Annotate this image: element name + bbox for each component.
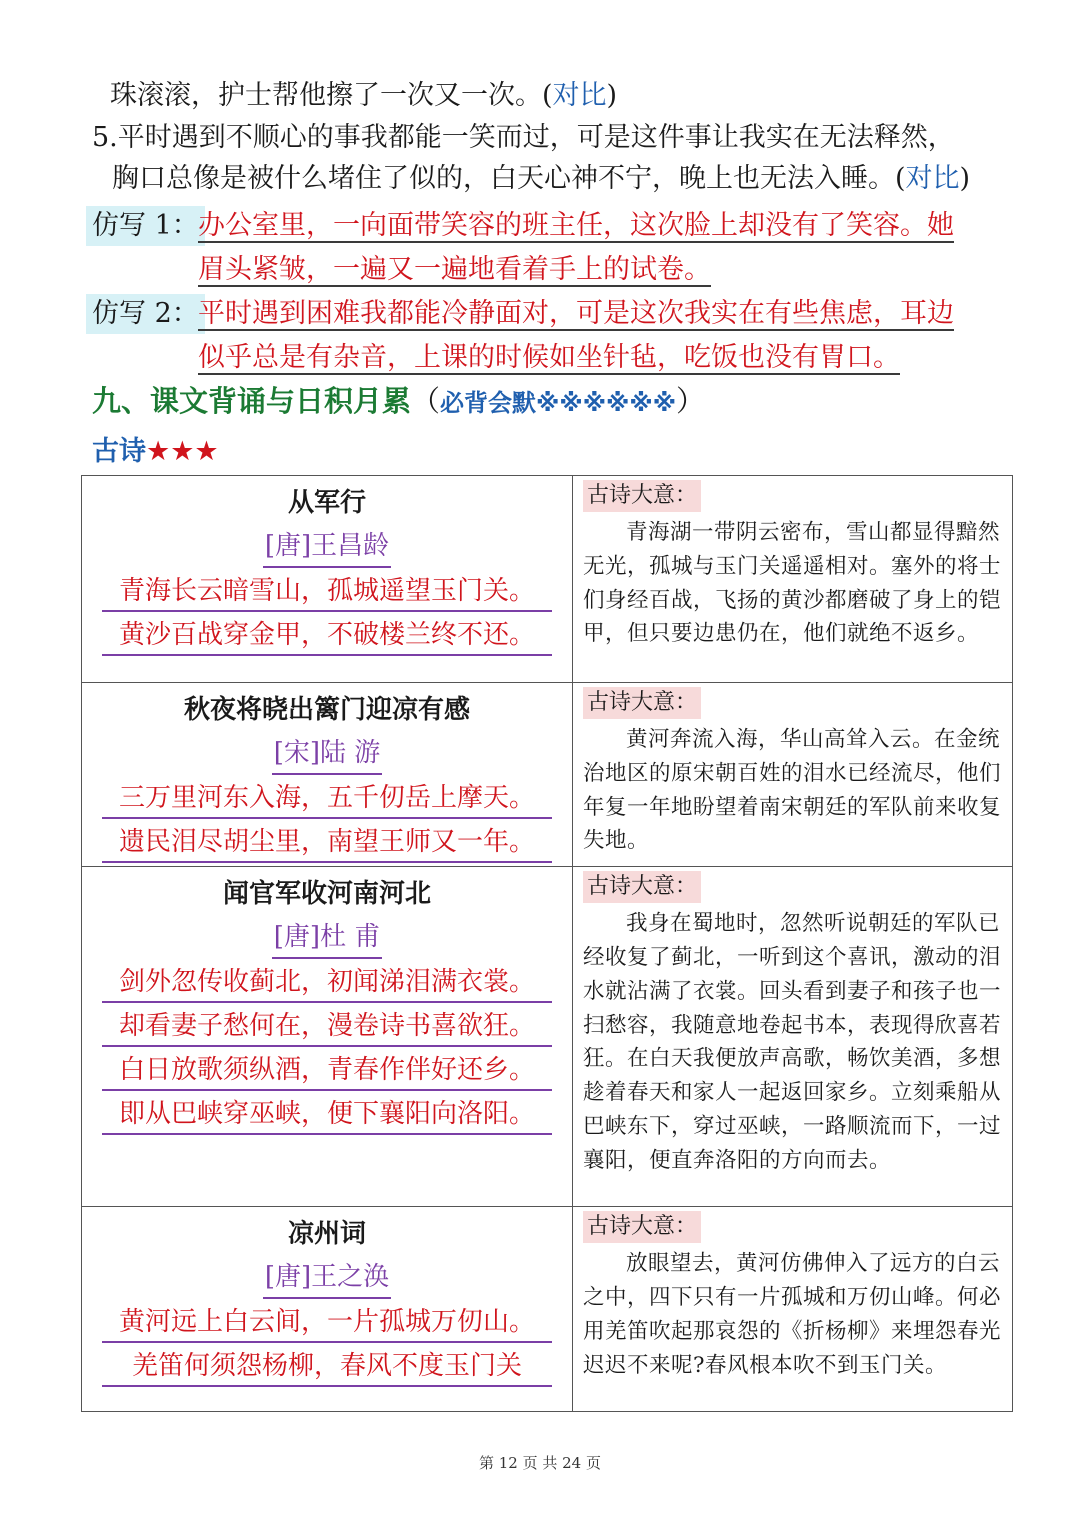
poem-cell (82, 476, 573, 683)
poem-row (82, 867, 1013, 1207)
poem-line: 即从巴峡穿巫峡，便下襄阳向洛阳。 (102, 1095, 552, 1135)
poem-author: [唐]王昌龄 (263, 526, 391, 568)
poem-author: [唐]杜 甫 (272, 917, 383, 959)
poem-line: 剑外忽传收蓟北，初闻涕泪满衣裳。 (102, 963, 552, 1003)
meaning-text: 青海湖一带阴云密布，雪山都显得黯然无光，孤城与玉门关遥遥相对。塞外的将士们身经百战，飞扬的黄沙都磨破了身上的铠甲，但只要边患仍在，他们就绝不返乡。 (583, 520, 1002, 647)
meaning-text: 放眼望去，黄河仿佛伸入了远方的白云之中，四下只有一片孤城和万仞山峰。何必用羌笛吹起那哀怨的《折杨柳》来埋怨春光迟迟不来呢?春风根本吹不到玉门关。 (583, 1251, 1002, 1378)
poem-line: 三万里河东入海，五千仞岳上摩天。 (102, 779, 552, 819)
poem-cell (82, 1207, 573, 1412)
meaning-text: 我身在蜀地时，忽然听说朝廷的军队已经收复了蓟北，一听到这个喜讯，激动的泪水就沾满了衣裳。回头看到妻子和孩子也一扫愁容，我随意地卷起书本，表现得欣喜若狂。在白天我便放声高歌，畅饮美酒，多想趁着春天和家人一起返回家乡。立刻乘船从巴峡东下，穿过巫峡，一路顺流而下，一过襄阳，便直奔洛阳的方向而去。 (583, 911, 1002, 1173)
meaning-cell (573, 683, 1013, 867)
poem-line: 遗民泪尽胡尘里，南望王师又一年。 (102, 823, 552, 863)
imitation-2-line-2: 似乎总是有杂音，上课的时候如坐针毡，吃饭也没有胃口。 (198, 342, 900, 373)
item-5-line: 5.平时遇到不顺心的事我都能一笑而过，可是这件事让我实在无法释然， (92, 122, 955, 153)
meaning-cell (573, 1207, 1013, 1412)
text-line: 珠滚滚，护士帮他擦了一次又一次。(对比) (110, 80, 618, 111)
item-5-line-continued: 胸口总像是被什么堵住了似的，白天心神不宁，晚上也无法入睡。(对比) (112, 163, 971, 194)
meaning-label: 古诗大意： (583, 687, 701, 719)
poem-title: 闻官军收河南河北 (222, 879, 431, 910)
poem-line: 青海长云暗雪山，孤城遥望玉门关。 (102, 572, 552, 612)
poem-author: [宋]陆 游 (272, 733, 383, 775)
poems-table (81, 475, 1013, 1412)
imitation-label-1: 仿写 1： (86, 206, 205, 246)
poem-title: 凉州词 (287, 1219, 366, 1250)
poem-row (82, 476, 1013, 683)
memorize-note: 必背会默※※※※※※ (440, 389, 677, 417)
poem-line: 羌笛何须怨杨柳，春风不度玉门关 (102, 1347, 552, 1387)
meaning-label: 古诗大意： (583, 1211, 701, 1243)
poem-author: [唐]王之涣 (263, 1257, 391, 1299)
contrast-tag: 对比 (905, 163, 960, 194)
meaning-label: 古诗大意： (583, 871, 701, 903)
poem-row (82, 683, 1013, 867)
page-number: 第 12 页 共 24 页 (478, 1454, 601, 1472)
poem-cell (82, 867, 573, 1207)
meaning-cell (573, 867, 1013, 1207)
imitation-2-line-1: 平时遇到困难我都能冷静面对，可是这次我实在有些焦虑，耳边 (198, 298, 954, 329)
meaning-text: 黄河奔流入海，华山高耸入云。在金统治地区的原宋朝百姓的泪水已经流尽，他们年复一年地盼望着南宋朝廷的军队前来收复失地。 (583, 727, 1002, 854)
poem-line: 黄河远上白云间，一片孤城万仞山。 (102, 1303, 552, 1343)
poem-line: 白日放歌须纵酒，青春作伴好还乡。 (102, 1051, 552, 1091)
section-heading: 九、课文背诵与日积月累（必背会默※※※※※※） (92, 384, 706, 418)
poem-line: 却看妻子愁何在，漫卷诗书喜欲狂。 (102, 1007, 552, 1047)
imitation-label-2: 仿写 2： (86, 294, 205, 334)
meaning-label: 古诗大意： (583, 480, 701, 512)
imitation-1-line-2: 眉头紧皱，一遍又一遍地看着手上的试卷。 (198, 254, 711, 285)
star-icon: ★★★ (146, 436, 219, 467)
imitation-1-line-1: 办公室里，一向面带笑容的班主任，这次脸上却没有了笑容。她 (198, 210, 954, 241)
contrast-tag: 对比 (552, 80, 607, 111)
poem-row (82, 1207, 1013, 1412)
poem-cell (82, 683, 573, 867)
poem-line: 黄沙百战穿金甲，不破楼兰终不还。 (102, 616, 552, 656)
subsection-heading: 古诗★★★ (92, 436, 219, 467)
poem-title: 秋夜将晓出篱门迎凉有感 (183, 695, 470, 725)
poem-title: 从军行 (287, 488, 366, 518)
meaning-cell (573, 476, 1013, 683)
